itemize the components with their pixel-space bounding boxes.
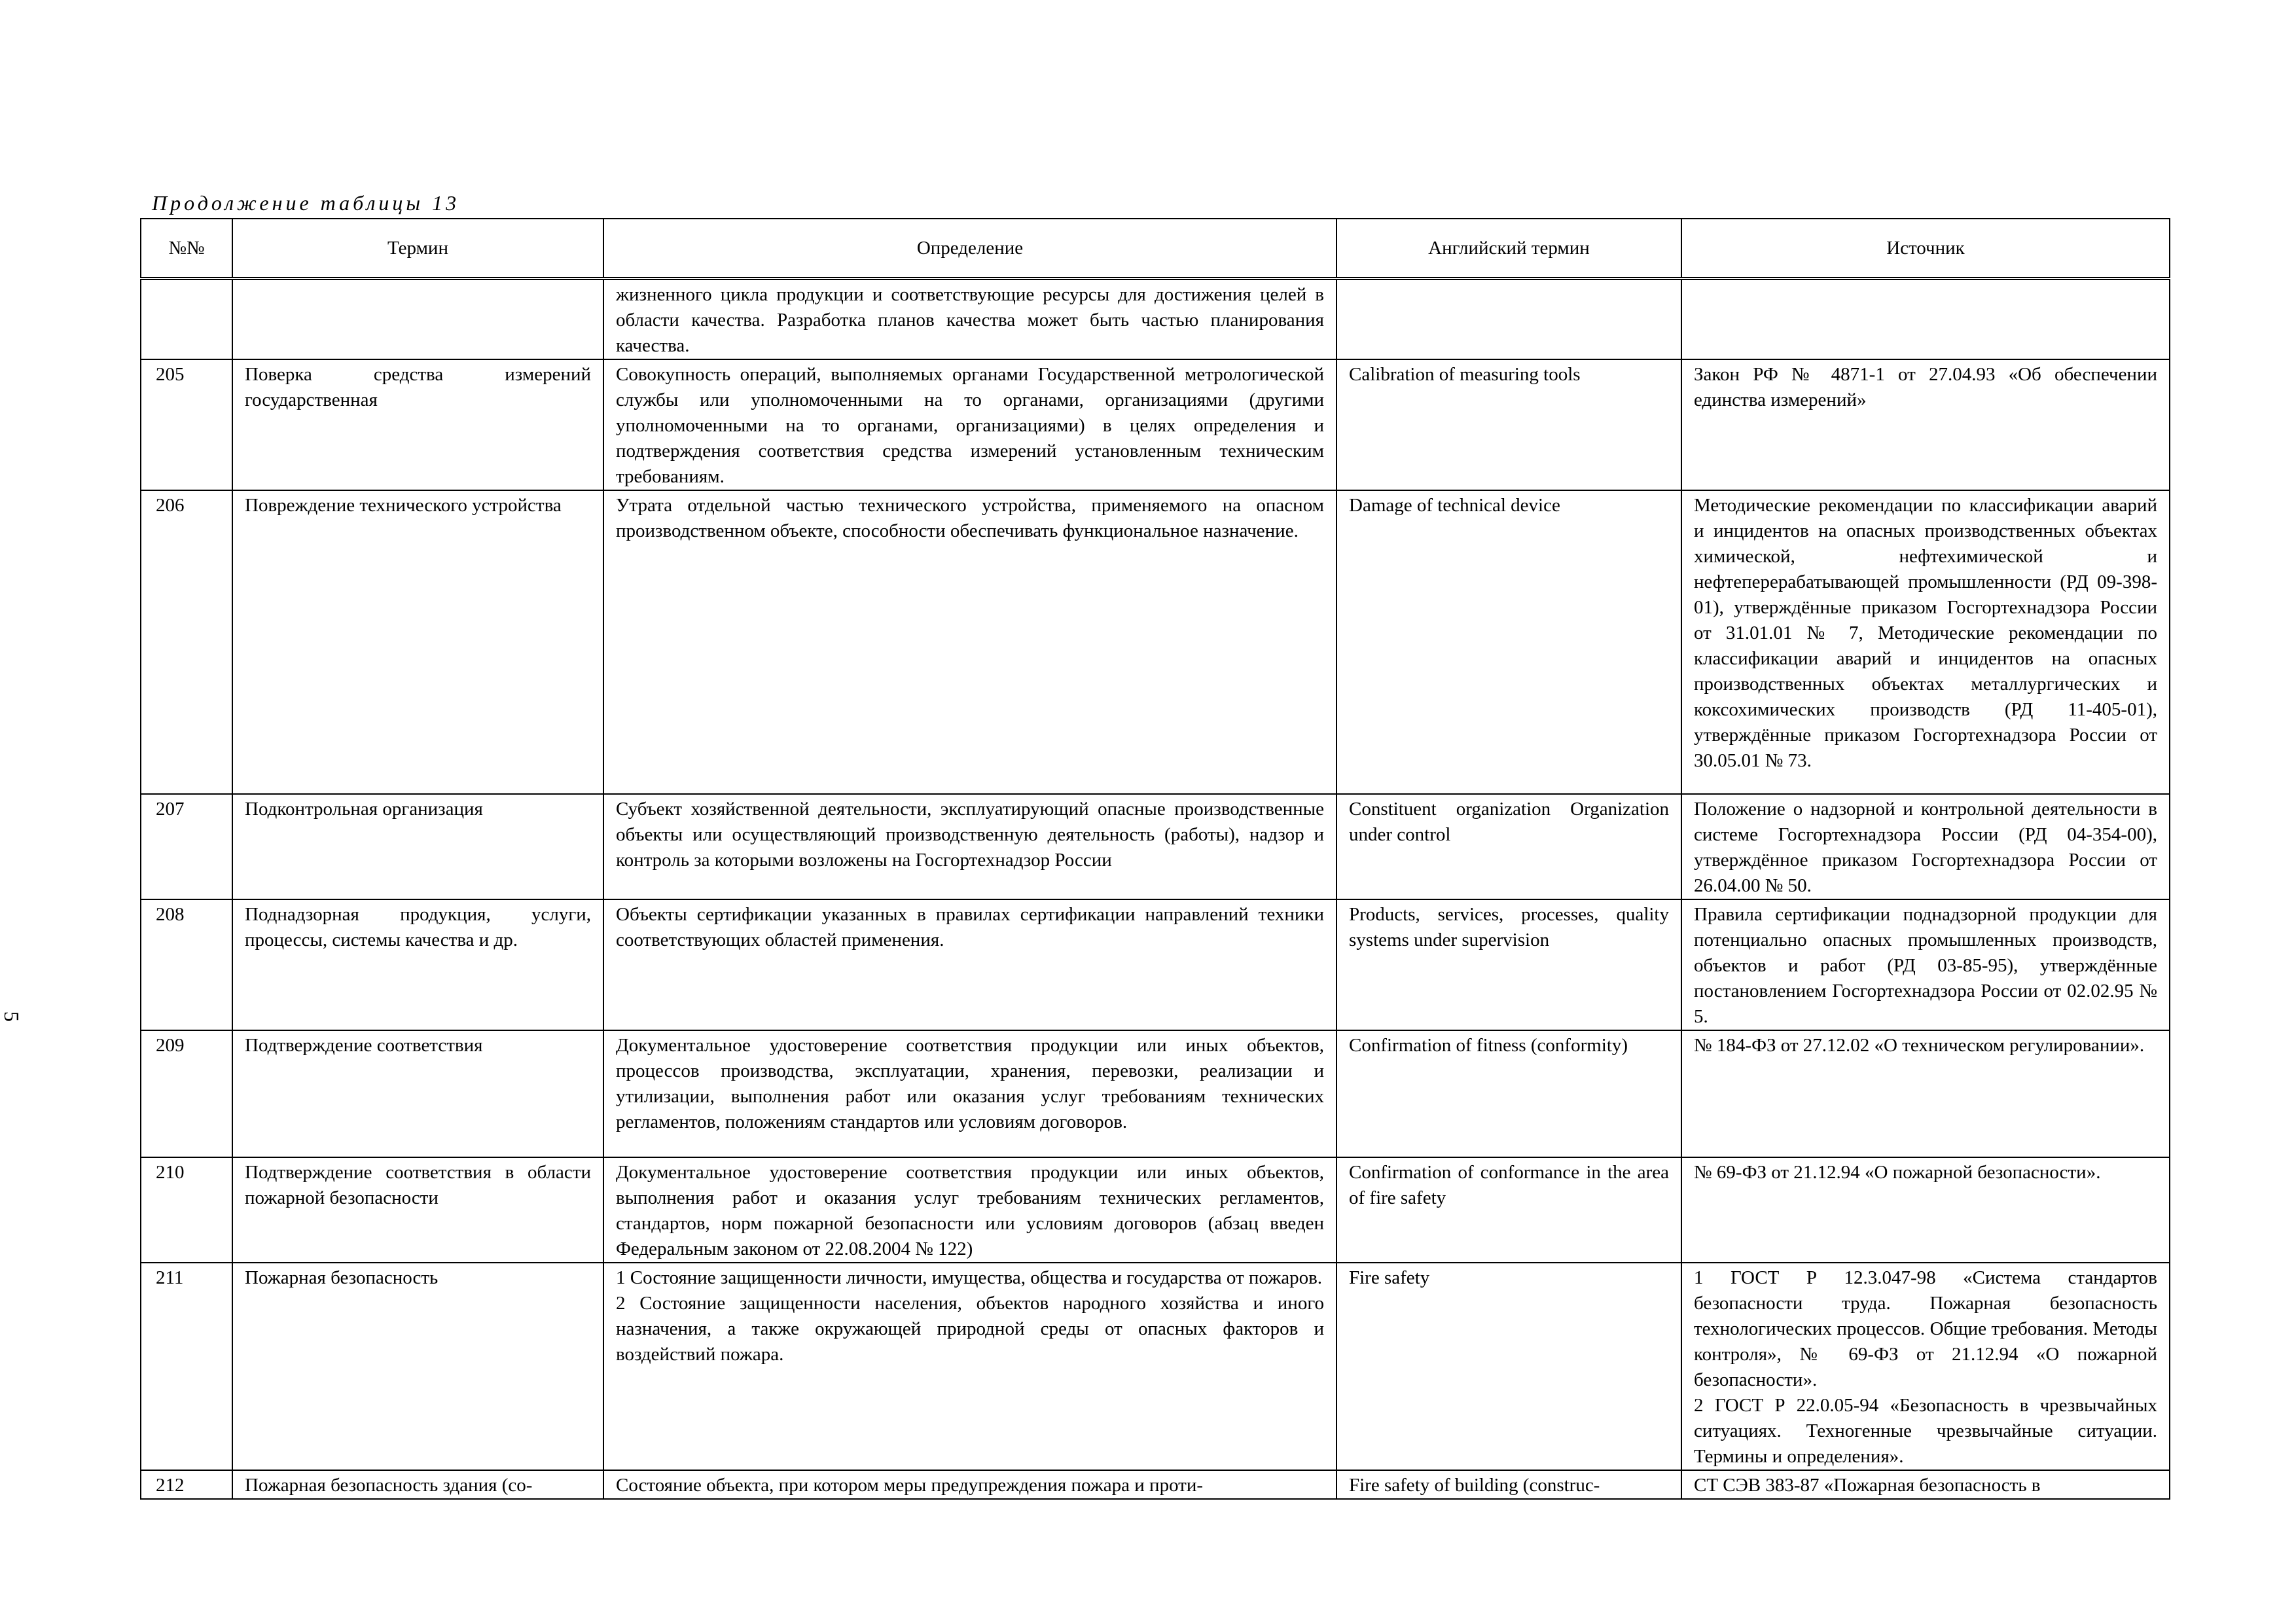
cell-source [1681, 279, 2170, 360]
cell-english-term: Confirmation of conformance in the area of fire safety [1336, 1157, 1681, 1263]
header-number: №№ [141, 219, 232, 279]
cell-number: 210 [141, 1157, 232, 1263]
table-row [141, 1470, 2170, 1499]
table-header-row [141, 219, 2170, 279]
header-source: Источник [1681, 219, 2170, 279]
cell-english-term: Damage of technical device [1336, 490, 1681, 794]
cell-term: Поднадзорная продукция, услуги, процессы, системы качества и др. [232, 899, 603, 1030]
cell-term: Подтверждение соответствия в области пожарной безопасности [232, 1157, 603, 1263]
header-term: Термин [232, 219, 603, 279]
cell-term: Пожарная безопасность здания (со- [232, 1470, 603, 1499]
table-row [141, 1263, 2170, 1470]
table-caption: Продолжение таблицы 13 [152, 191, 460, 215]
cell-english-term: Fire safety of building (construc- [1336, 1470, 1681, 1499]
table-row [141, 359, 2170, 490]
cell-number: 206 [141, 490, 232, 794]
cell-source: № 69-ФЗ от 21.12.94 «О пожарной безопасности». [1681, 1157, 2170, 1263]
cell-number: 211 [141, 1263, 232, 1470]
cell-term: Повреждение технического устройства [232, 490, 603, 794]
table-row [141, 794, 2170, 899]
cell-number [141, 279, 232, 360]
source-line: 1 ГОСТ Р 12.3.047-98 «Система стандартов безопасности труда. Пожарная безопасность технологических процессов. Общие требования. Методы контроля», № 69-ФЗ от 21.12.94 «О пожарной безопасности». [1694, 1267, 2157, 1390]
cell-definition: Объекты сертификации указанных в правилах сертификации направлений техники соответствующих областей применения. [603, 899, 1336, 1030]
terms-table [140, 218, 2170, 1500]
definition-line: 1 Состояние защищенности личности, имущества, общества и государства от пожаров. [616, 1267, 1323, 1288]
cell-number: 209 [141, 1030, 232, 1157]
table-row [141, 1157, 2170, 1263]
cell-definition: Состояние объекта, при котором меры предупреждения пожара и проти- [603, 1470, 1336, 1499]
cell-definition: Документальное удостоверение соответствия продукции или иных объектов, выполнения работ и оказания услуг требованиям технических регламентов, стандартов, норм пожарной безопасности или условиям договоров (абзац введен Федеральным законом от 22.08.2004 № 122) [603, 1157, 1336, 1263]
cell-source: № 184-ФЗ от 27.12.02 «О техническом регулировании». [1681, 1030, 2170, 1157]
cell-term: Поверка средства измерений государственная [232, 359, 603, 490]
cell-english-term: Calibration of measuring tools [1336, 359, 1681, 490]
cell-source: Закон РФ № 4871-1 от 27.04.93 «Об обеспечении единства измерений» [1681, 359, 2170, 490]
cell-term: Подтверждение соответствия [232, 1030, 603, 1157]
cell-source: Правила сертификации поднадзорной продукции для потенциально опасных промышленных производств, объектов и работ (РД 03-85-95), утверждённые постановлением Госгортехнадзора России от 02.02.95 № 5. [1681, 899, 2170, 1030]
cell-number: 208 [141, 899, 232, 1030]
definition-line: 2 Состояние защищенности населения, объектов народного хозяйства и иного назначения, а также окружающей природной среды от опасных факторов и воздействий пожара. [616, 1293, 1324, 1365]
cell-english-term: Products, services, processes, quality systems under supervision [1336, 899, 1681, 1030]
cell-term [232, 279, 603, 360]
cell-number: 205 [141, 359, 232, 490]
cell-term: Пожарная безопасность [232, 1263, 603, 1470]
table-row [141, 490, 2170, 794]
table-row-continuation [141, 279, 2170, 360]
table-row [141, 899, 2170, 1030]
cell-english-term: Fire safety [1336, 1263, 1681, 1470]
cell-english-term: Constituent organization Organization under control [1336, 794, 1681, 899]
cell-source: Положение о надзорной и контрольной деятельности в системе Госгортехнадзора России (РД 04-354-00), утверждённое приказом Госгортехнадзора России от 26.04.00 № 50. [1681, 794, 2170, 899]
cell-definition: Утрата отдельной частью технического устройства, применяемого на опасном производственном объекте, способности обеспечивать функциональное назначение. [603, 490, 1336, 794]
source-line: 2 ГОСТ Р 22.0.05-94 «Безопасность в чрезвычайных ситуациях. Техногенные чрезвычайные ситуации. Термины и определения». [1694, 1395, 2157, 1467]
cell-number: 207 [141, 794, 232, 899]
cell-definition: жизненного цикла продукции и соответствующие ресурсы для достижения целей в области качества. Разработка планов качества может быть частью планирования качества. [603, 279, 1336, 360]
table-row [141, 1030, 2170, 1157]
cell-definition: Субъект хозяйственной деятельности, эксплуатирующий опасные производственные объекты или осуществляющий производственную деятельность (работы), надзор и контроль за которыми возложены на Госгортехнадзор России [603, 794, 1336, 899]
header-english-term: Английский термин [1336, 219, 1681, 279]
cell-definition [603, 1263, 1336, 1470]
cell-number: 212 [141, 1470, 232, 1499]
cell-source [1681, 1263, 2170, 1470]
cell-definition: Совокупность операций, выполняемых органами Государственной метрологической службы или уполномоченными на то органами, организациями (другими уполномоченными на то органами, организациями) в целях определения и подтверждения соответствия средства измерений установленным техническим требованиям. [603, 359, 1336, 490]
cell-english-term: Confirmation of fitness (conformity) [1336, 1030, 1681, 1157]
cell-term: Подконтрольная организация [232, 794, 603, 899]
header-definition: Определение [603, 219, 1336, 279]
cell-source: СТ СЭВ 383-87 «Пожарная безопасность в [1681, 1470, 2170, 1499]
cell-english-term [1336, 279, 1681, 360]
cell-definition: Документальное удостоверение соответствия продукции или иных объектов, процессов производства, эксплуатации, хранения, перевозки, реализации и утилизации, выполнения работ или оказания услуг требованиям технических регламентов, положениям стандартов или условиям договоров. [603, 1030, 1336, 1157]
cell-source: Методические рекомендации по классификации аварий и инцидентов на опасных производственных объектах химической, нефтехимической и нефтеперерабатывающей промышленности (РД 09-398-01), утверждённые приказом Госгортехнадзора России от 31.01.01 № 7, Методические рекомендации по классификации аварий и инцидентов на опасных производственных объектах металлургических и коксохимических производств (РД 11-405-01), утверждённые приказом Госгортехнадзора России от 30.05.01 № 73. [1681, 490, 2170, 794]
page-number: 5 [0, 1011, 24, 1022]
